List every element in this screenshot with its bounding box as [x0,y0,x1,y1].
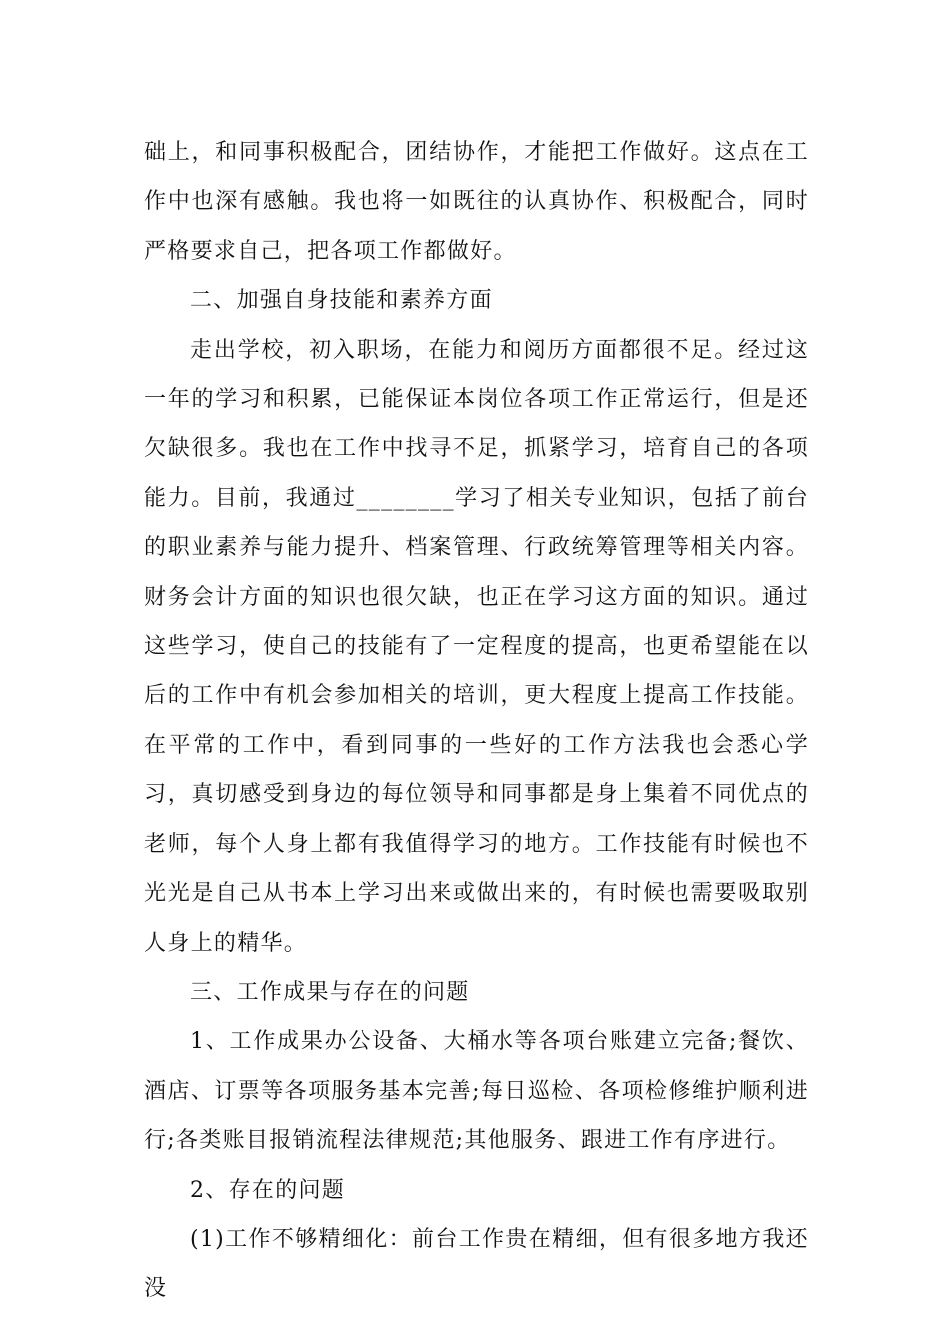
section-heading-2: 二、加强自身技能和素养方面 [190,288,493,314]
paragraph-problem-1: (1)工作不够精细化：前台工作贵在精细，但有很多地方我还没 [144,1226,809,1302]
paragraph-continuation: 础上，和同事积极配合，团结协作，才能把工作做好。这点在工作中也深有感触。我也将一如既往的认真协作、积极配合，同时严格要求自己，把各项工作都做好。 [144,140,809,264]
paragraph-skills: 走出学校，初入职场，在能力和阅历方面都很不足。经过这一年的学习和积累，已能保证本岗位各项工作正常运行，但是还欠缺很多。我也在工作中找寻不足，抓紧学习，培育自己的各项能力。目前，我通过________学习了相关专业知识，包括了前台的职业素养与能力提升、档案管理、行政统筹管理等相关内容。财务会计方面的知识也很欠缺，也正在学习这方面的知识。通过这些学习，使自己的技能有了一定程度的提高，也更希望能在以后的工作中有机会参加相关的培训，更大程度上提高工作技能。在平常的工作中，看到同事的一些好的工作方法我也会悉心学习，真切感受到身边的每位领导和同事都是身上集着不同优点的老师，每个人身上都有我值得学习的地方。工作技能有时候也不光光是自己从书本上学习出来或做出来的，有时候也需要吸取别人身上的精华。 [144,337,809,956]
section-heading-3: 三、工作成果与存在的问题 [190,979,470,1005]
paragraph-results: 1、工作成果办公设备、大桶水等各项台账建立完备;餐饮、酒店、订票等各项服务基本完善;每日巡检、各项检修维护顺利进行;各类账目报销流程法律规范;其他服务、跟进工作有序进行。 [144,1029,809,1154]
subheading-problems: 2、存在的问题 [190,1177,346,1203]
document-body [144,128,809,1314]
